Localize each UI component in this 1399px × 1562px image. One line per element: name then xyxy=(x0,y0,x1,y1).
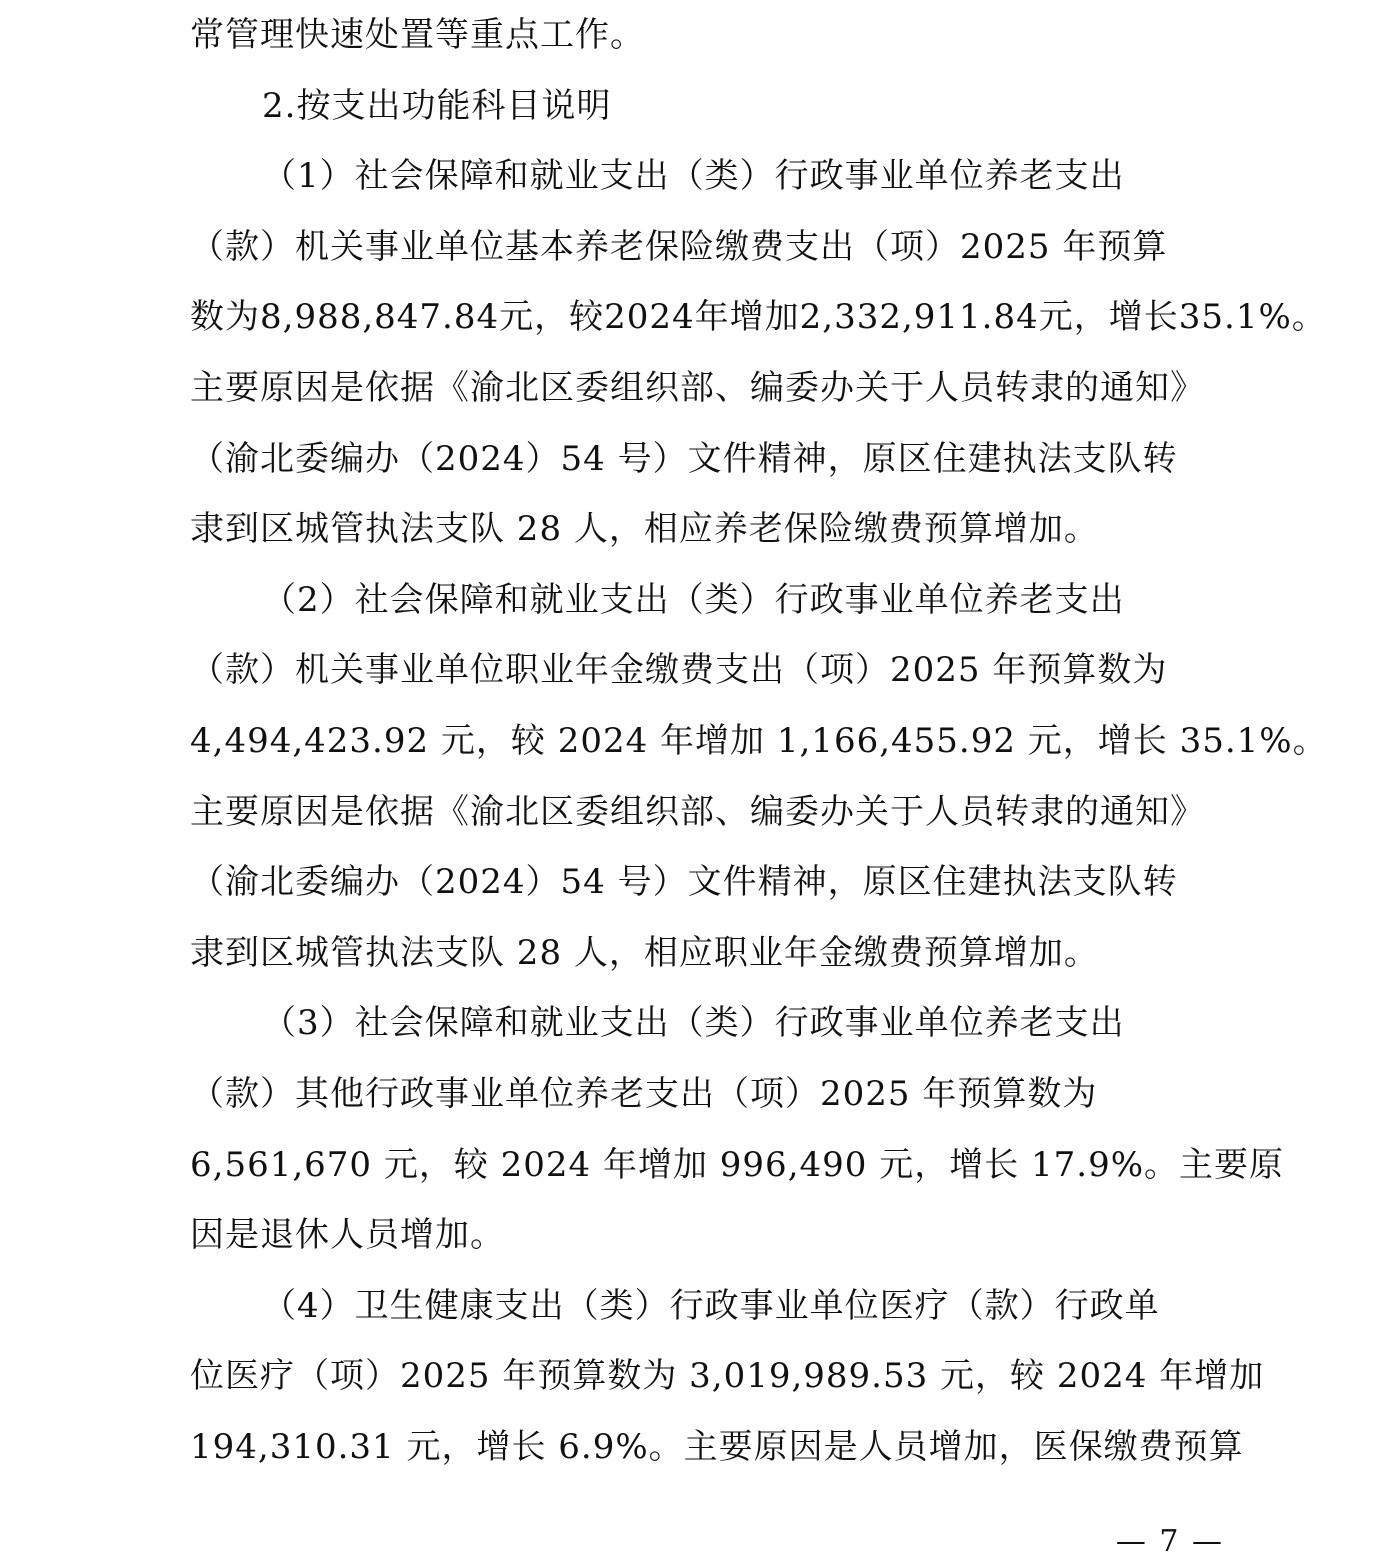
text-line: （2）社会保障和就业支出（类）行政事业单位养老支出 xyxy=(262,579,1125,620)
text-line: （1）社会保障和就业支出（类）行政事业单位养老支出 xyxy=(262,156,1125,197)
text-line: （4）卫生健康支出（类）行政事业单位医疗（款）行政单 xyxy=(262,1285,1160,1326)
text-line: （渝北委编办（2024）54 号）文件精神，原区住建执法支队转 xyxy=(190,862,1178,903)
text-line: （款）其他行政事业单位养老支出（项）2025 年预算数为 xyxy=(190,1073,1098,1114)
text-line: （款）机关事业单位职业年金缴费支出（项）2025 年预算数为 xyxy=(190,650,1168,691)
text-line: 数为8,988,847.84元，较2024年增加2,332,911.84元，增长35.1%。 xyxy=(190,297,1327,338)
text-line: 常管理快速处置等重点工作。 xyxy=(190,15,645,55)
text-line: 位医疗（项）2025 年预算数为 3,019,989.53 元，较 2024 年增加 xyxy=(190,1356,1265,1397)
text-line: 194,310.31 元，增长 6.9%。主要原因是人员增加，医保缴费预算 xyxy=(190,1426,1244,1467)
document-body xyxy=(190,0,1328,1482)
text-line: 因是退休人员增加。 xyxy=(190,1215,505,1256)
text-line: 4,494,423.92 元，较 2024 年增加 1,166,455.92 元，增长 35.1%。 xyxy=(190,720,1328,761)
text-line: 6,561,670 元，较 2024 年增加 996,490 元，增长 17.9%。主要原 xyxy=(190,1144,1285,1185)
text-line: 主要原因是依据《渝北区委组织部、编委办关于人员转隶的通知》 xyxy=(190,791,1205,832)
text-line: （款）机关事业单位基本养老保险缴费支出（项）2025 年预算 xyxy=(190,226,1168,267)
text-line: 隶到区城管执法支队 28 人，相应养老保险缴费预算增加。 xyxy=(190,509,1099,550)
text-line: （渝北委编办（2024）54 号）文件精神，原区住建执法支队转 xyxy=(190,438,1178,479)
text-line: 隶到区城管执法支队 28 人，相应职业年金缴费预算增加。 xyxy=(190,932,1099,973)
text-line: （3）社会保障和就业支出（类）行政事业单位养老支出 xyxy=(262,1003,1125,1044)
section-heading: 2.按支出功能科目说明 xyxy=(262,85,612,126)
text-line: 主要原因是依据《渝北区委组织部、编委办关于人员转隶的通知》 xyxy=(190,367,1205,408)
page-number: — 7 — xyxy=(1115,1524,1224,1559)
